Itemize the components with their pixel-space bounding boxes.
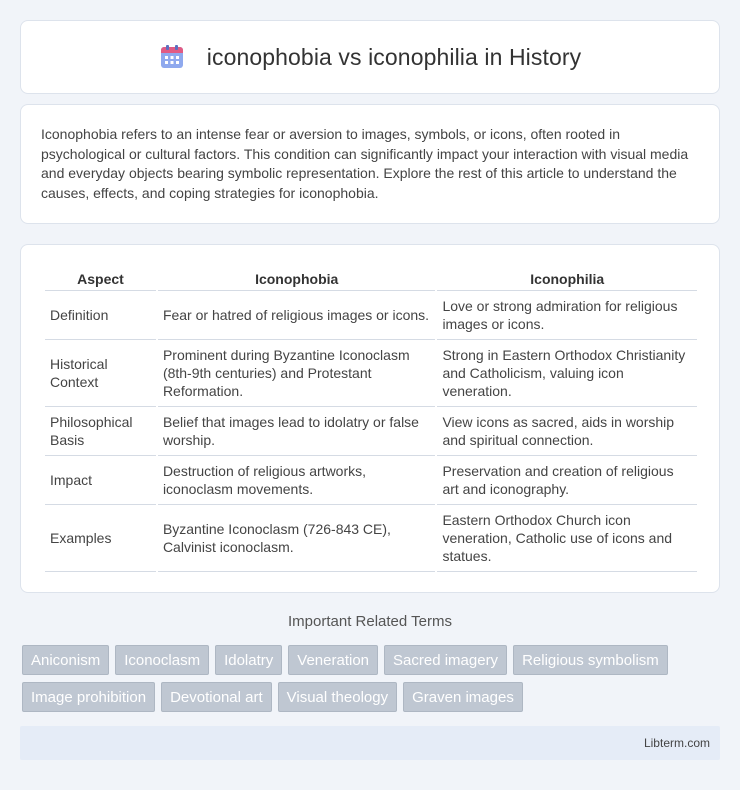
iconophobia-cell: Fear or hatred of religious images or icons. [158,291,436,340]
header-iconophilia: Iconophilia [437,263,697,291]
aspect-cell: Examples [45,505,156,572]
table-row [45,505,697,572]
iconophilia-cell: Love or strong admiration for religious images or icons. [437,291,697,340]
iconophilia-cell: Eastern Orthodox Church icon veneration, Catholic use of icons and statues. [437,505,697,572]
related-terms-list [22,645,722,712]
footer-site-link[interactable]: Libterm.com [643,736,710,750]
term-tag-sacred-imagery[interactable]: Sacred imagery [384,645,507,675]
term-tag-image-prohibition[interactable]: Image prohibition [22,682,155,712]
term-tag-idolatry[interactable]: Idolatry [215,645,282,675]
iconophobia-cell: Belief that images lead to idolatry or false worship. [158,407,436,456]
page-title: iconophobia vs iconophilia in History [206,43,582,70]
comparison-card [20,244,720,593]
comparison-table [43,263,699,572]
related-terms-heading: Important Related Terms [288,613,452,630]
iconophobia-cell: Destruction of religious artworks, iconoclasm movements. [158,456,436,505]
title-card [20,20,720,94]
aspect-cell: Definition [45,291,156,340]
footer [20,726,720,760]
iconophilia-cell: Preservation and creation of religious art and iconography. [437,456,697,505]
table-header-row [45,263,697,291]
header-iconophobia: Iconophobia [158,263,436,291]
table-row [45,291,697,340]
intro-paragraph: Iconophobia refers to an intense fear or aversion to images, symbols, or icons, often rooted in psychological or cultural factors. This condition can significantly impact your interaction with visual media and everyday objects bearing symbolic representation. Explore the rest of this article to understand the causes, effects, and coping strategies for iconophobia. [41,126,689,201]
aspect-cell: Historical Context [45,340,156,407]
iconophobia-cell: Prominent during Byzantine Iconoclasm (8th-9th centuries) and Protestant Reformation. [158,340,436,407]
aspect-cell: Philosophical Basis [45,407,156,456]
term-tag-veneration[interactable]: Veneration [288,645,378,675]
term-tag-graven-images[interactable]: Graven images [403,682,523,712]
table-row [45,407,697,456]
header-aspect: Aspect [45,263,156,291]
iconophilia-cell: View icons as sacred, aids in worship and spiritual connection. [437,407,697,456]
table-row [45,340,697,407]
term-tag-iconoclasm[interactable]: Iconoclasm [115,645,209,675]
aspect-cell: Impact [45,456,156,505]
intro-card [20,104,720,224]
term-tag-visual-theology[interactable]: Visual theology [278,682,397,712]
table-row [45,456,697,505]
calendar-icon [159,44,185,70]
iconophobia-cell: Byzantine Iconoclasm (726-843 CE), Calvinist iconoclasm. [158,505,436,572]
iconophilia-cell: Strong in Eastern Orthodox Christianity and Catholicism, valuing icon veneration. [437,340,697,407]
term-tag-aniconism[interactable]: Aniconism [22,645,109,675]
term-tag-religious-symbolism[interactable]: Religious symbolism [513,645,668,675]
term-tag-devotional-art[interactable]: Devotional art [161,682,272,712]
